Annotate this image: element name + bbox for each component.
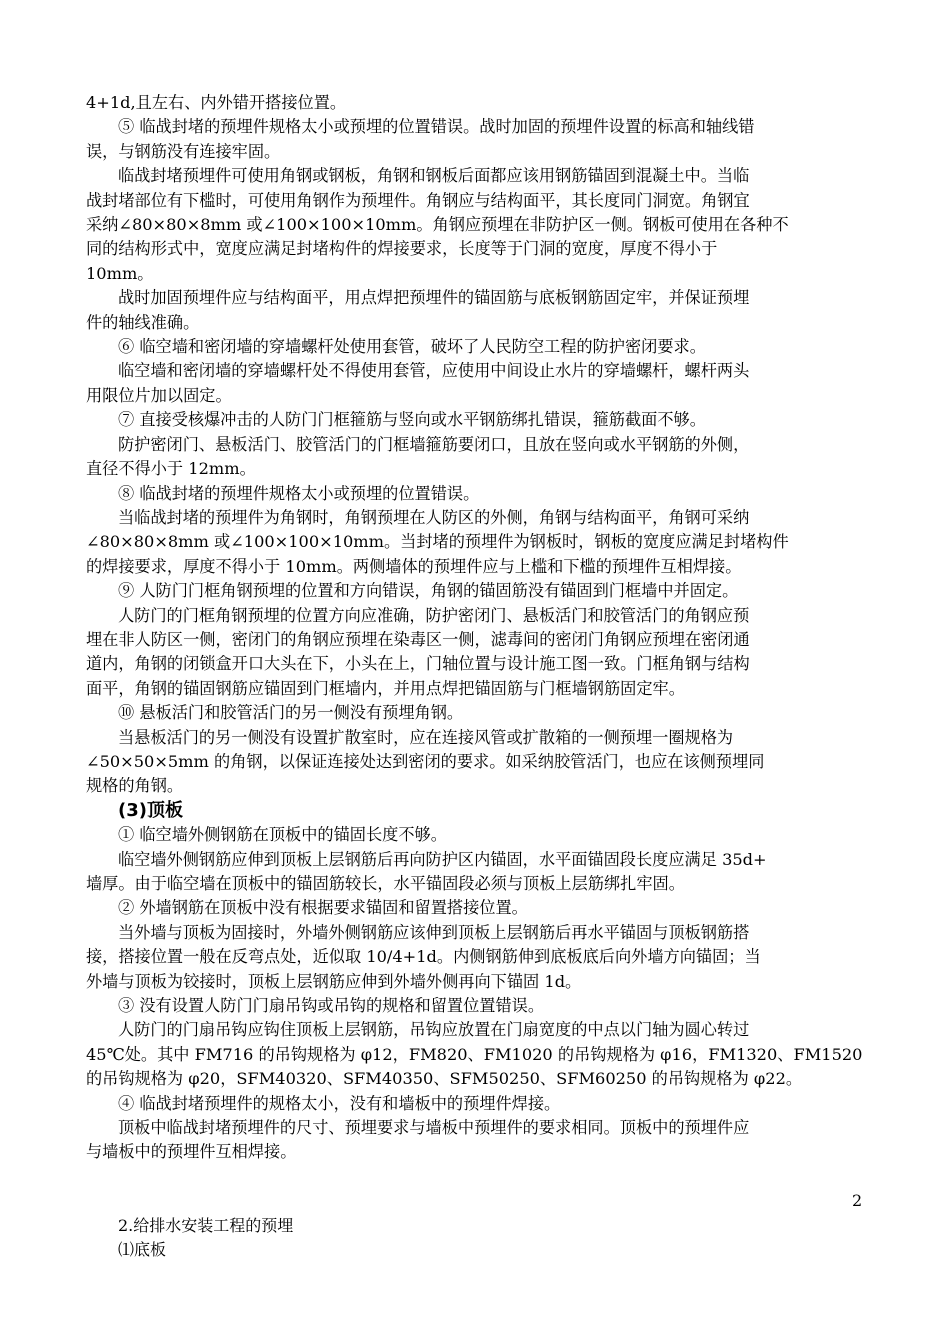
text-line: 面平，角钢的锚固钢筋应锚固到门框墙内，并用点焊把锚固筋与门框墙钢筋固定牢。	[86, 678, 685, 698]
text-line: 当外墙与顶板为固接时，外墙外侧钢筋应该伸到顶板上层钢筋后再水平锚固与顶板钢筋搭	[118, 922, 750, 942]
text-line: 当临战封堵的预埋件为角钢时，角钢预埋在人防区的外侧，角钢与结构面平，角钢可采纳	[118, 507, 750, 527]
text-line: ⑧ 临战封堵的预埋件规格太小或预埋的位置错误。	[118, 483, 480, 503]
text-line: ④ 临战封堵预埋件的规格太小，没有和墙板中的预埋件焊接。	[118, 1093, 561, 1113]
text-line: 件的轴线准确。	[86, 312, 200, 332]
text-line: 10mm。	[86, 263, 154, 283]
text-line: 的吊钩规格为 φ20，SFM40320、SFM40350、SFM50250、SFM60250 的吊钩规格为 φ22。	[86, 1069, 803, 1089]
text-line: 采纳∠80×80×8mm 或∠100×100×10mm。角钢应预埋在非防护区一侧。钢板可使用在各种不	[86, 215, 789, 235]
text-line: ⑦ 直接受核爆冲击的人防门门框箍筋与竖向或水平钢筋绑扎错误，箍筋截面不够。	[118, 410, 706, 430]
document-body	[86, 91, 876, 1165]
text-line: ⑥ 临空墙和密闭墙的穿墙螺杆处使用套管，破坏了人民防空工程的防护密闭要求。	[118, 337, 706, 357]
text-line: ∠50×50×5mm 的角钢，以保证连接处达到密闭的要求。如采纳胶管活门，也应在该侧预埋同	[86, 751, 765, 771]
text-line: 顶板中临战封堵预埋件的尺寸、预埋要求与墙板中预埋件的要求相同。顶板中的预埋件应	[118, 1118, 750, 1138]
page-number: 2	[852, 1191, 863, 1210]
text-line: 用限位片加以固定。	[86, 385, 232, 405]
text-line: ∠80×80×8mm 或∠100×100×10mm。当封堵的预埋件为钢板时，钢板的宽度应满足封堵构件	[86, 532, 789, 552]
text-line: 误，与钢筋没有连接牢固。	[86, 141, 281, 161]
text-line: 人防门的门扇吊钩应钩住顶板上层钢筋，吊钩应放置在门扇宽度的中点以门轴为圆心转过	[118, 1020, 750, 1040]
text-line: 45℃处。其中 FM716 的吊钩规格为 φ12，FM820、FM1020 的吊钩规格为 φ16，FM1320、FM1520	[86, 1044, 863, 1064]
text-line: 当悬板活门的另一侧没有设置扩散室时，应在连接风管或扩散箱的一侧预埋一圈规格为	[118, 727, 734, 747]
section-title: 2.给排水安装工程的预埋	[118, 1216, 294, 1235]
text-line: 临战封堵预埋件可使用角钢或钢板，角钢和钢板后面都应该用钢筋锚固到混凝土中。当临	[118, 166, 750, 186]
text-line: 的焊接要求，厚度不得小于 10mm。两侧墙体的预埋件应与上槛和下槛的预埋件互相焊接。	[86, 556, 742, 576]
text-line: ③ 没有设置人防门门扇吊钩或吊钩的规格和留置位置错误。	[118, 996, 545, 1016]
text-line: ① 临空墙外侧钢筋在顶板中的锚固长度不够。	[118, 825, 447, 845]
text-line: 战时加固预埋件应与结构面平，用点焊把预埋件的锚固筋与底板钢筋固定牢，并保证预埋	[118, 288, 750, 308]
text-line: 防护密闭门、悬板活门、胶管活门的门框墙箍筋要闭口，且放在竖向或水平钢筋的外侧，	[118, 434, 750, 454]
text-line: 道内，角钢的闭锁盒开口大头在下，小头在上，门轴位置与设计施工图一致。门框角钢与结构	[86, 654, 750, 674]
text-line: ⑩ 悬板活门和胶管活门的另一侧没有预埋角钢。	[118, 703, 464, 723]
subsection-title: ⑴底板	[118, 1240, 167, 1260]
text-line: 4+1d,且左右、内外错开搭接位置。	[86, 93, 347, 112]
section-heading: (3)顶板	[118, 799, 183, 821]
text-line: 同的结构形式中，宽度应满足封堵构件的焊接要求，长度等于门洞的宽度，厚度不得小于	[86, 239, 718, 259]
text-line: 直径不得小于 12mm。	[86, 459, 256, 479]
text-line: ② 外墙钢筋在顶板中没有根据要求锚固和留置搭接位置。	[118, 898, 528, 918]
text-line: 接，搭接位置一般在反弯点处，近似取 10/4+1d。内侧钢筋伸到底板底后向外墙方向锚固；当	[86, 947, 761, 967]
text-line: 战封堵部位有下槛时，可使用角钢作为预埋件。角钢应与结构面平，其长度同门洞宽。角钢宜	[86, 190, 750, 210]
text-line: 埋在非人防区一侧，密闭门的角钢应预埋在染毒区一侧，滤毒间的密闭门角钢应预埋在密闭通	[86, 629, 750, 649]
text-line: 临空墙和密闭墙的穿墙螺杆处不得使用套管，应使用中间设止水片的穿墙螺杆，螺杆两头	[118, 361, 750, 381]
text-line: 人防门的门框角钢预埋的位置方向应准确，防护密闭门、悬板活门和胶管活门的角钢应预	[118, 605, 750, 625]
text-line: 外墙与顶板为铰接时，顶板上层钢筋应伸到外墙外侧再向下锚固 1d。	[86, 971, 582, 991]
text-line: 与墙板中的预埋件互相焊接。	[86, 1142, 297, 1162]
text-line: ⑨ 人防门门框角钢预埋的位置和方向错误，角钢的锚固筋没有锚固到门框墙中并固定。	[118, 581, 739, 601]
text-line: ⑤ 临战封堵的预埋件规格太小或预埋的位置错误。战时加固的预埋件设置的标高和轴线错	[118, 117, 755, 137]
text-line: 临空墙外侧钢筋应伸到顶板上层钢筋后再向防护区内锚固，水平面锚固段长度应满足 35d+	[118, 849, 767, 869]
text-line: 规格的角钢。	[86, 776, 184, 796]
text-line: 墙厚。由于临空墙在顶板中的锚固筋较长，水平锚固段必须与顶板上层筋绑扎牢固。	[86, 874, 685, 893]
next-page-section	[118, 1214, 293, 1263]
